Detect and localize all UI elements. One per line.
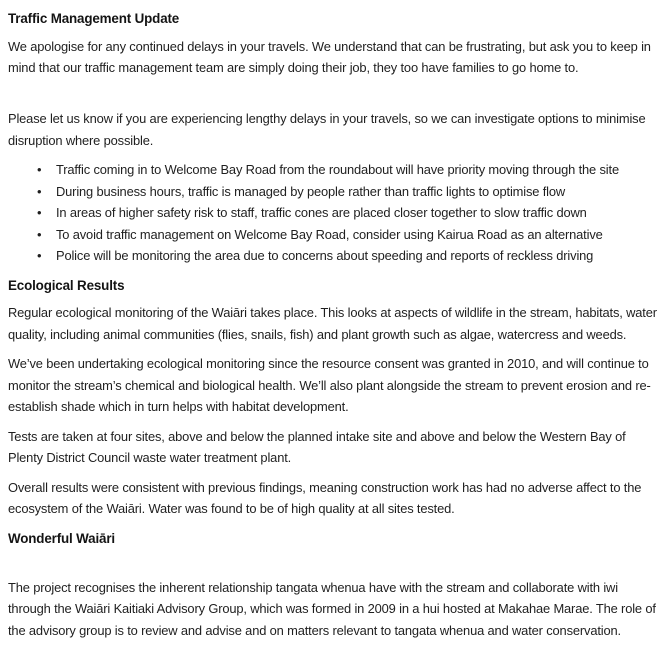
section-heading: Traffic Management Update: [8, 11, 180, 26]
bullet-text: During business hours, traffic is managed by people rather than traffic lights to optimise flow: [56, 183, 566, 199]
bullet-text: Traffic coming in to Welcome Bay Road from the roundabout will have priority moving through the site: [56, 162, 619, 177]
bullet-item: [8, 159, 663, 181]
bullet-icon: •: [37, 183, 42, 199]
paragraph: Tests are taken at four sites, above and below the planned intake site and above and below the Western Bay of Plenty District Council waste water treatment plant.: [8, 428, 626, 465]
blank-line: [8, 87, 663, 109]
paragraph: Please let us know if you are experiencing lengthy delays in your travels, so we can investigate options to minimise disruption where possible.: [8, 111, 646, 148]
paragraph: The project recognises the inherent relationship tangata whenua have with the stream and collaborate with iwi through the Waiāri Kaitiaki Advisory Group, which was formed in 2009 in a hui hosted at Makahae Marae. The role of the advisory group is to review and advise and on matters relevant to tangata whenua and water conservation.: [8, 579, 656, 638]
bullet-icon: •: [37, 226, 42, 242]
bullet-list: [8, 159, 663, 267]
section-heading: Wonderful Waiāri: [8, 530, 115, 546]
bullet-text: To avoid traffic management on Welcome Bay Road, consider using Kairua Road as an alternative: [56, 226, 603, 242]
section-heading: Ecological Results: [8, 277, 125, 293]
paragraph: Overall results were consistent with previous findings, meaning construction work has had no adverse affect to the ecosystem of the Waiāri. Water was found to be of high quality at all sites tested.: [8, 479, 642, 516]
paragraph: We’ve been undertaking ecological monitoring since the resource consent was granted in 2010, and will continue to monitor the stream’s chemical and biological health. We’ll also plant alongside the stream to prevent erosion and re-establish shade which in turn helps with habitat development.: [8, 356, 651, 414]
bullet-item: [8, 202, 663, 224]
paragraph: We apologise for any continued delays in your travels. We understand that can be frustrating, but ask you to keep in mind that our traffic management team are simply doing their job, they too have families to go home to.: [8, 38, 651, 75]
bullet-text: Police will be monitoring the area due to concerns about speeding and reports of reckless driving: [56, 248, 594, 263]
bullet-icon: •: [37, 162, 42, 177]
bullet-item: [8, 245, 663, 267]
bullet-text: In areas of higher safety risk to staff, traffic cones are placed closer together to slow traffic down: [56, 205, 587, 220]
bullet-item: [8, 181, 663, 203]
bullet-icon: •: [37, 205, 42, 220]
blank-line: [8, 555, 663, 577]
paragraph: Regular ecological monitoring of the Waiāri takes place. This looks at aspects of wildlife in the stream, habitats, water quality, including animal communities (flies, snails, fish) and plant growth such as algae, watercress and weeds.: [8, 305, 657, 342]
bullet-item: [8, 224, 663, 246]
bullet-icon: •: [37, 248, 42, 263]
